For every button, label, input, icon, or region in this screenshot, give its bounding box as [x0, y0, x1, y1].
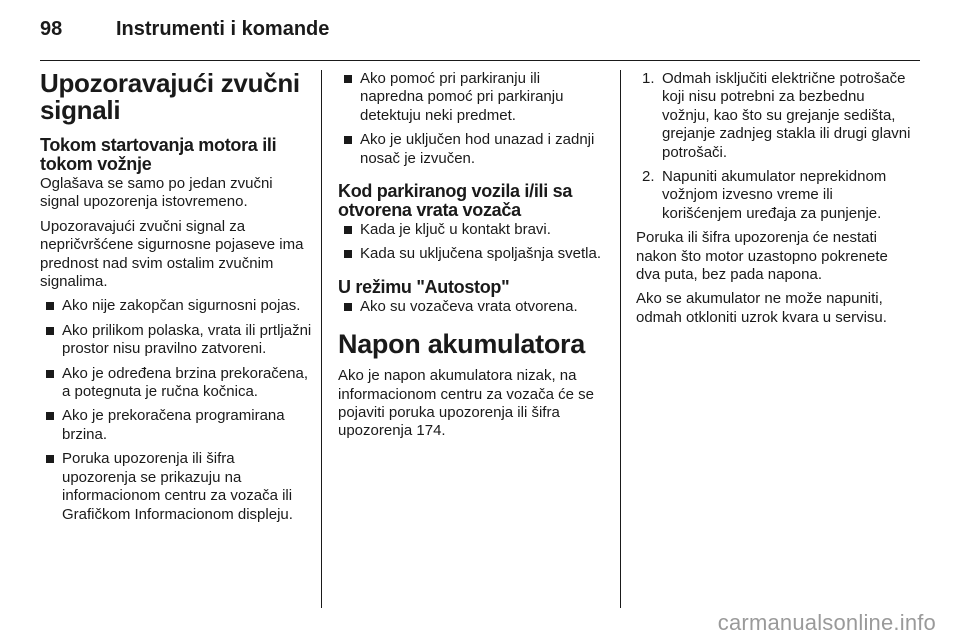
list-item: Ako pomoć pri parkiranju ili napredna pomoć pri parkiranju detektuju neki predmet. — [342, 70, 606, 125]
list-item: 2. Napuniti akumulator neprekidnom vožnjom izvesno vreme ili korišćenjem uređaja za punjenje. — [642, 168, 887, 222]
column-1 — [40, 70, 312, 530]
bullet-list-chime-conditions — [40, 297, 312, 523]
subheading-parked-vehicle: Kod parkiranog vozila i/ili sa otvorena vrata vozača — [338, 181, 573, 221]
header-divider — [40, 60, 920, 61]
paragraph-service-advice: Ako se akumulator ne može napuniti, odmah otkloniti uzrok kvara u servisu. — [636, 290, 887, 326]
square-bullet-icon — [46, 327, 54, 335]
list-item: Ako je uključen hod unazad i zadnji nosač je izvučen. — [342, 131, 606, 168]
section-heading-battery-voltage: Napon akumulatora — [338, 329, 585, 360]
list-item: Ako su vozačeva vrata otvorena. — [342, 298, 606, 316]
page-header — [40, 18, 329, 48]
page-number: 98 — [40, 18, 63, 40]
numbered-list-battery-steps — [636, 70, 912, 223]
list-item: Ako prilikom polaska, vrata ili prtljažni prostor nisu pravilno zatvoreni. — [44, 322, 312, 359]
subheading-engine-start: Tokom startovanja motora ili tokom vožnje — [40, 135, 277, 174]
square-bullet-icon — [46, 412, 54, 420]
column-3 — [636, 70, 912, 333]
list-item: 1. Odmah isključiti električne potrošače koji nisu potrebni za bezbednu vožnju, kao što su grejanje sedišta, grejanje zadnjeg stakla ili drugi glavni potrošači. — [642, 70, 911, 161]
column-2 — [338, 70, 606, 447]
square-bullet-icon — [344, 303, 352, 311]
list-item: Poruka upozorenja ili šifra upozorenja se prikazuju na informacionom centru za vozača ili Grafičkom Informacionom displeju. — [44, 450, 312, 524]
list-item: Ako je određena brzina prekoračena, a potegnuta je ručna kočnica. — [44, 365, 312, 402]
square-bullet-icon — [344, 75, 352, 83]
bullet-list-parking-assist — [338, 70, 606, 168]
list-item: Ako je prekoračena programirana brzina. — [44, 407, 312, 444]
column-divider-2 — [620, 70, 621, 608]
chapter-title: Instrumenti i komande — [116, 18, 330, 40]
list-item: Kada je ključ u kontakt bravi. — [342, 221, 606, 239]
section-heading-warning-chimes: Upozoravajući zvučni signali — [40, 68, 300, 125]
paragraph-single-chime: Oglašava se samo po jedan zvučni signal upozorenja istovremeno. — [40, 175, 273, 211]
square-bullet-icon — [46, 370, 54, 378]
paragraph-seatbelt-priority: Upozoravajući zvučni signal za nepričvršćene sigurnosne pojaseve ima prednost nad svim ostalim zvučnim signalima. — [40, 217, 304, 291]
list-item: Kada su uključena spoljašnja svetla. — [342, 245, 606, 263]
bullet-list-parked — [338, 221, 606, 264]
bullet-list-autostop — [338, 298, 606, 316]
paragraph-message-disappears: Poruka ili šifra upozorenja će nestati nakon što motor uzastopno pokrenete dva puta, bez pada napona. — [636, 229, 888, 284]
watermark: carmanualsonline.info — [717, 610, 936, 635]
square-bullet-icon — [344, 250, 352, 258]
column-divider-1 — [321, 70, 322, 608]
subheading-autostop: U režimu "Autostop" — [338, 276, 510, 297]
square-bullet-icon — [46, 302, 54, 310]
list-item: Ako nije zakopčan sigurnosni pojas. — [44, 297, 312, 315]
square-bullet-icon — [46, 455, 54, 463]
square-bullet-icon — [344, 226, 352, 234]
square-bullet-icon — [344, 136, 352, 144]
paragraph-low-voltage: Ako je napon akumulatora nizak, na informacionom centru za vozača će se pojaviti poruka upozorenja ili šifra upozorenja 174. — [338, 367, 594, 440]
